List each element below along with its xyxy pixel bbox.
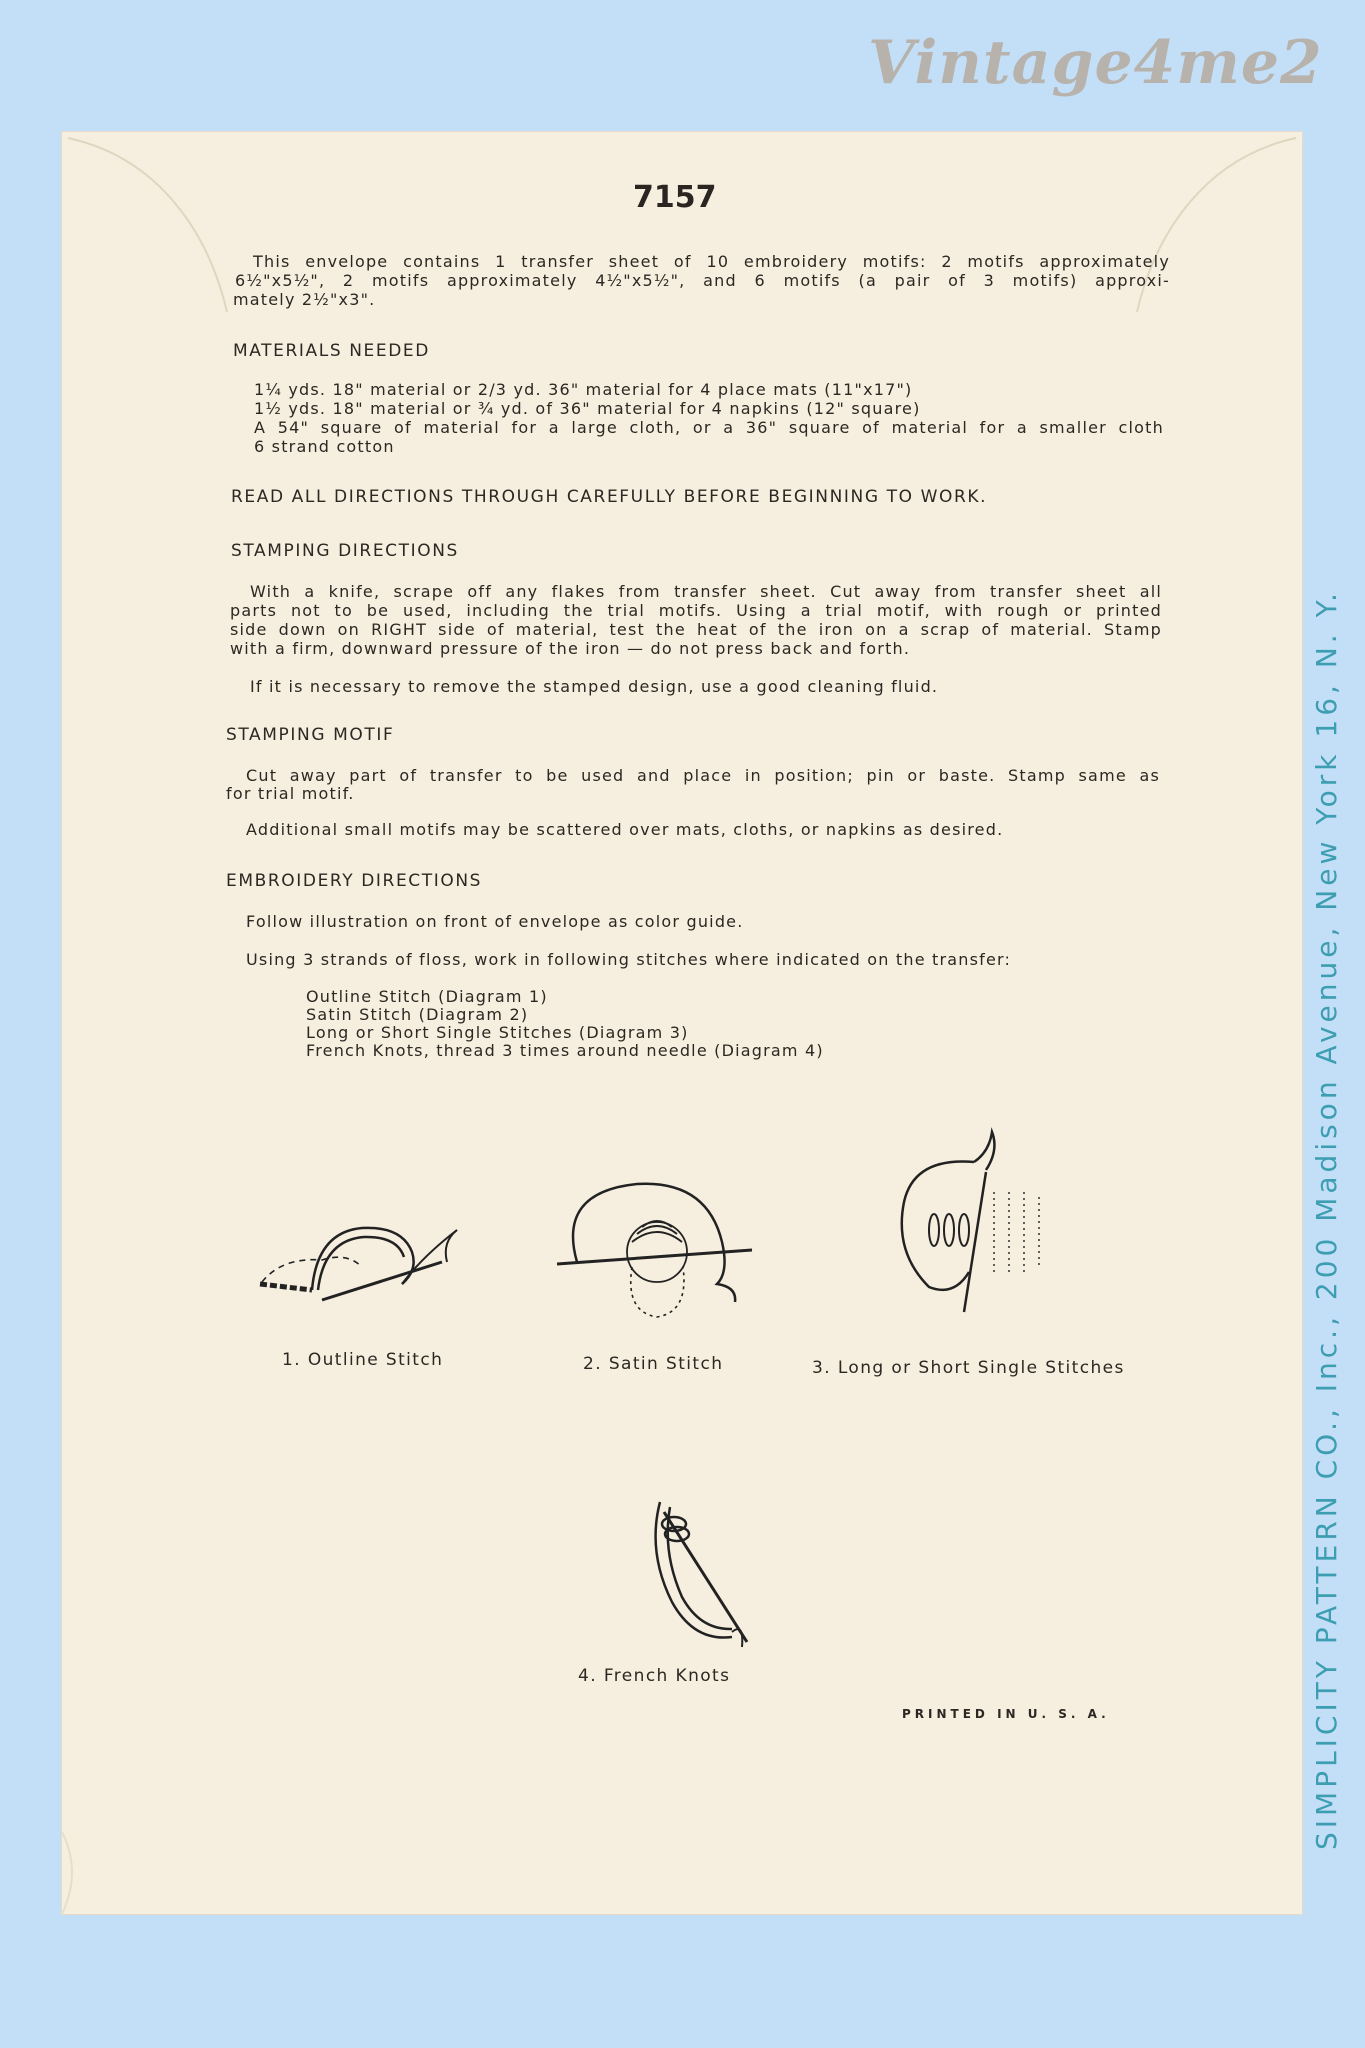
stitch-list-item: Outline Stitch (Diagram 1): [306, 987, 548, 1006]
stamping-motif-heading: STAMPING MOTIF: [226, 725, 395, 745]
stitch-list-item: French Knots, thread 3 times around needle (Diagram 4): [306, 1041, 824, 1060]
materials-item: 6 strand cotton: [254, 437, 395, 456]
printed-in-usa: PRINTED IN U. S. A.: [902, 1707, 1110, 1721]
stitch-list-item: Long or Short Single Stitches (Diagram 3): [306, 1023, 689, 1042]
stamping-directions-heading: STAMPING DIRECTIONS: [231, 541, 459, 561]
embroidery-directions-heading: EMBROIDERY DIRECTIONS: [226, 871, 483, 891]
pattern-envelope-back: [62, 132, 1302, 1914]
stitch-list-item: Satin Stitch (Diagram 2): [306, 1005, 529, 1024]
diagram-caption-2: 2. Satin Stitch: [583, 1354, 724, 1374]
french-knots-diagram: [582, 1482, 802, 1662]
embroidery-color-guide: Follow illustration on front of envelope as color guide.: [246, 912, 744, 931]
publisher-imprint: SIMPLICITY PATTERN CO., Inc., 200 Madison Avenue, New York 16, N. Y.: [1310, 589, 1343, 1850]
materials-item: A 54" square of material for a large cloth, or a 36" square of material for a smaller cloth: [254, 418, 1164, 437]
intro-line-3: mately 2½"x3".: [233, 290, 376, 309]
stamping-motif-note: Additional small motifs may be scattered over mats, cloths, or napkins as desired.: [246, 820, 1004, 839]
long-short-stitches-diagram: [874, 1122, 1114, 1322]
diagram-caption-1: 1. Outline Stitch: [282, 1350, 444, 1370]
intro-line-2: 6½"x5½", 2 motifs approximately 4½"x5½", and 6 motifs (a pair of 3 motifs) approxi-: [235, 271, 1170, 290]
materials-item: 1¼ yds. 18" material or 2/3 yd. 36" material for 4 place mats (11"x17"): [254, 380, 913, 399]
intro-line-1: This envelope contains 1 transfer sheet of 10 embroidery motifs: 2 motifs approximately: [253, 252, 1170, 271]
stamping-directions-line: with a firm, downward pressure of the iron — do not press back and forth.: [230, 639, 911, 658]
satin-stitch-diagram: [557, 1172, 817, 1332]
watermark-logo: Vintage4me2: [868, 28, 1323, 98]
materials-heading: MATERIALS NEEDED: [233, 341, 430, 361]
stamping-directions-line: parts not to be used, including the trial motifs. Using a trial motif, with rough or printed: [230, 601, 1162, 620]
stamping-directions-note: If it is necessary to remove the stamped design, use a good cleaning fluid.: [250, 677, 939, 696]
stamping-motif-line: for trial motif.: [226, 784, 355, 803]
outline-stitch-diagram: [252, 1212, 482, 1332]
stamping-motif-line: Cut away part of transfer to be used and place in position; pin or baste. Stamp same as: [246, 766, 1160, 785]
diagram-caption-3: 3. Long or Short Single Stitches: [812, 1358, 1125, 1378]
materials-item: 1½ yds. 18" material or ¾ yd. of 36" material for 4 napkins (12" square): [254, 399, 921, 418]
embroidery-strands: Using 3 strands of floss, work in following stitches where indicated on the transfer:: [246, 950, 1012, 969]
read-all-warning: READ ALL DIRECTIONS THROUGH CAREFULLY BEFORE BEGINNING TO WORK.: [231, 487, 988, 507]
pattern-number: 7157: [633, 180, 717, 215]
stamping-directions-line: With a knife, scrape off any flakes from transfer sheet. Cut away from transfer sheet all: [250, 582, 1162, 601]
stamping-directions-line: side down on RIGHT side of material, test the heat of the iron on a scrap of material. Stamp: [230, 620, 1162, 639]
diagram-caption-4: 4. French Knots: [578, 1666, 731, 1686]
